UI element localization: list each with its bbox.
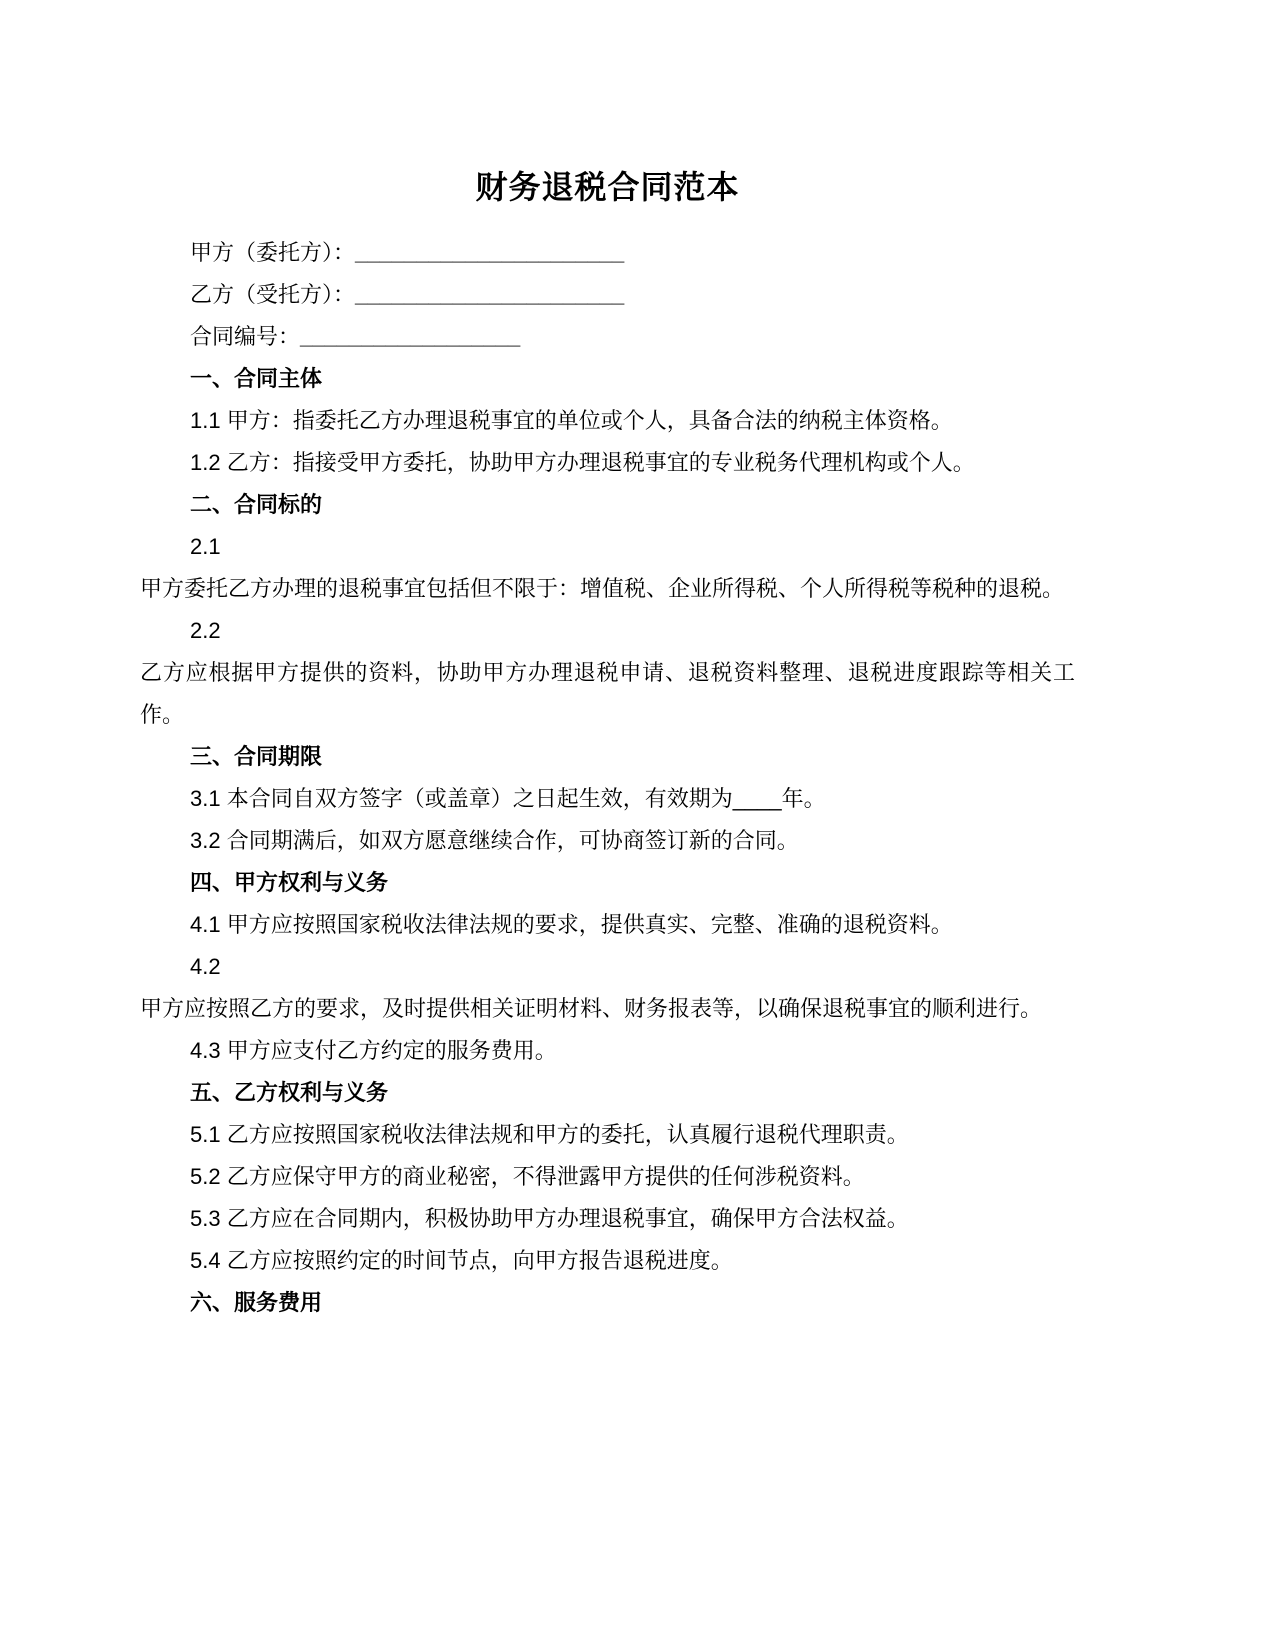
clause-4-1: 4.1 甲方应按照国家税收法律法规的要求，提供真实、完整、准确的退税资料。 (190, 912, 953, 937)
clause-1-1: 1.1 甲方：指委托乙方办理退税事宜的单位或个人，具备合法的纳税主体资格。 (190, 408, 953, 433)
clause-2-1-body: 甲方委托乙方办理的退税事宜包括但不限于：增值税、企业所得税、个人所得税等税种的退税。 (140, 576, 1065, 601)
clause-5-2: 5.2 乙方应保守甲方的商业秘密，不得泄露甲方提供的任何涉税资料。 (190, 1164, 865, 1189)
section-heading-service-fee: 六、服务费用 (190, 1290, 323, 1315)
document-title: 财务退税合同范本 (475, 169, 740, 205)
section-heading-contract-subjects: 一、合同主体 (190, 366, 323, 391)
clause-4-2-body: 甲方应按照乙方的要求，及时提供相关证明材料、财务报表等，以确保退税事宜的顺利进行。 (140, 996, 1043, 1021)
party-b-field (140, 274, 1075, 316)
clause-5-3: 5.3 乙方应在合同期内，积极协助甲方办理退税事宜，确保甲方合法权益。 (190, 1206, 909, 1231)
party-a-label: 甲方（委托方）： (190, 240, 356, 265)
clause-1-2: 1.2 乙方：指接受甲方委托，协助甲方办理退税事宜的专业税务代理机构或个人。 (190, 450, 975, 475)
section-heading-contract-term: 三、合同期限 (190, 744, 323, 769)
section-heading-contract-object: 二、合同标的 (190, 492, 323, 517)
party-b-blank-line: ______________________ (355, 282, 625, 307)
clause-4-2-number: 4.2 (190, 954, 221, 979)
section-heading-party-a-rights: 四、甲方权利与义务 (190, 870, 389, 895)
clause-2-2-body: 乙方应根据甲方提供的资料，协助甲方办理退税申请、退税资料整理、退税进度跟踪等相关工作。 (140, 660, 1075, 727)
clause-2-1-number: 2.1 (190, 534, 221, 559)
clause-5-4: 5.4 乙方应按照约定的时间节点，向甲方报告退税进度。 (190, 1248, 733, 1273)
clause-3-2: 3.2 合同期满后，如双方愿意继续合作，可协商签订新的合同。 (190, 828, 799, 853)
clause-3-1: 3.1 本合同自双方签字（或盖章）之日起生效，有效期为____年。 (190, 786, 826, 811)
contract-number-label: 合同编号： (190, 324, 301, 349)
section-heading-party-b-rights: 五、乙方权利与义务 (190, 1080, 389, 1105)
party-b-label: 乙方（受托方）： (190, 282, 356, 307)
clause-2-2-number: 2.2 (190, 618, 221, 643)
party-a-field (140, 232, 1075, 274)
clause-4-3: 4.3 甲方应支付乙方约定的服务费用。 (190, 1038, 557, 1063)
clause-5-1: 5.1 乙方应按照国家税收法律法规和甲方的委托，认真履行退税代理职责。 (190, 1122, 909, 1147)
contract-number-blank-line: __________________ (300, 324, 521, 349)
party-a-blank-line: ______________________ (355, 240, 625, 265)
contract-number-field (140, 316, 1075, 358)
